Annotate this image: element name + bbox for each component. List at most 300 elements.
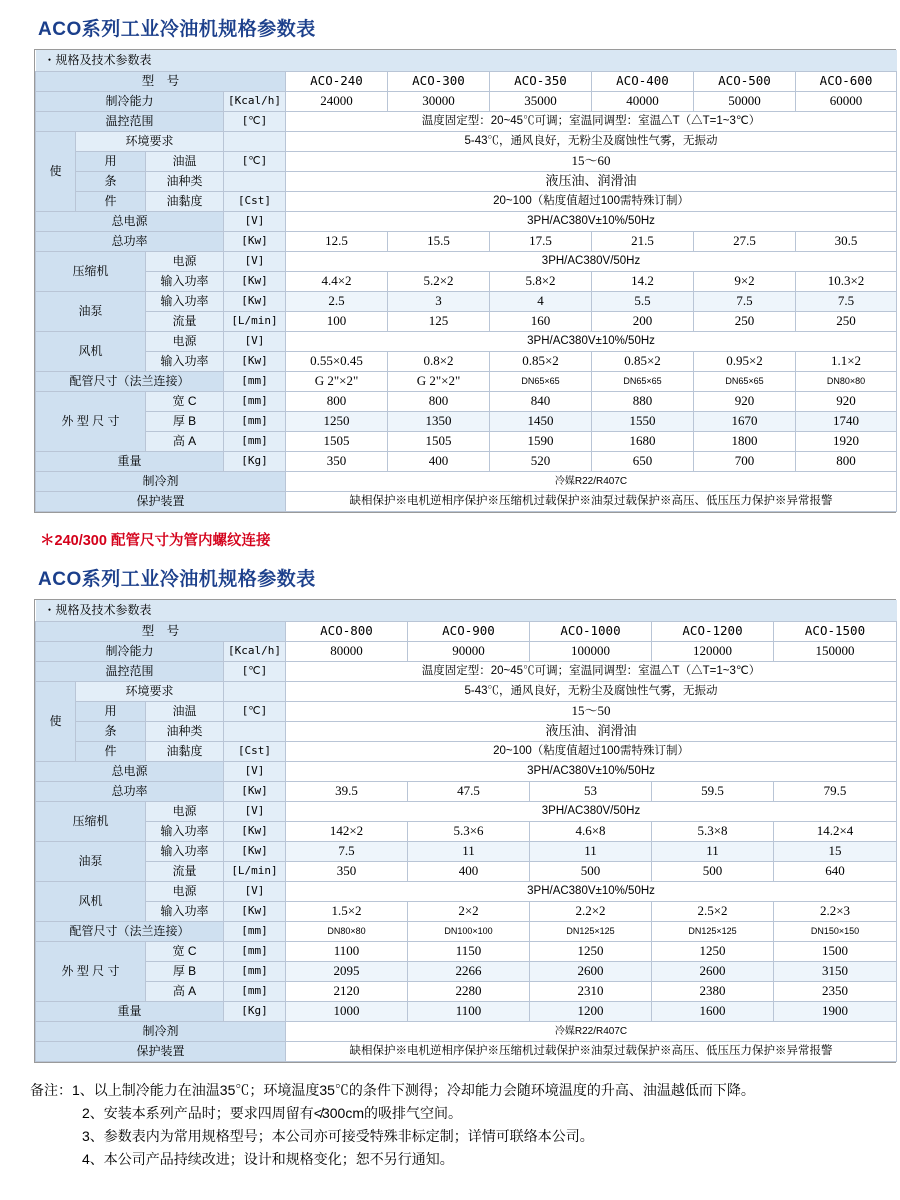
unit-volt-fan-2: [V] bbox=[224, 882, 286, 902]
weight-cell: 800 bbox=[796, 452, 897, 472]
unit-kw-1: [Kw] bbox=[224, 232, 286, 252]
label-capacity-2: 制冷能力 bbox=[36, 642, 224, 662]
oil-type-value-2: 液压油、润滑油 bbox=[286, 722, 897, 742]
label-depth-b-1: 厚 B bbox=[146, 412, 224, 432]
fan-input-cell: 0.85×2 bbox=[490, 352, 592, 372]
pump-input-cell: 11 bbox=[530, 842, 652, 862]
refrigerant-value-2: 冷媒R22/R407C bbox=[286, 1022, 897, 1042]
depth-cell: 3150 bbox=[774, 962, 897, 982]
height-cell: 1680 bbox=[592, 432, 694, 452]
pump-flow-cell: 500 bbox=[652, 862, 774, 882]
unit-lmin-1: [L/min] bbox=[224, 312, 286, 332]
pipe-size-cell: G 2"×2" bbox=[286, 372, 388, 392]
height-cell: 1920 bbox=[796, 432, 897, 452]
table-2-fan-src-row bbox=[36, 882, 897, 902]
comp-input-cell: 14.2×4 bbox=[774, 822, 897, 842]
table-2-depth-row bbox=[36, 962, 897, 982]
pump-input-cell: 11 bbox=[408, 842, 530, 862]
protection-value-1: 缺相保护※电机逆相序保护※压缩机过载保护※油泵过载保护※高压、低压压力保护※异常报警 bbox=[286, 492, 897, 512]
pump-flow-cell: 640 bbox=[774, 862, 897, 882]
label-use-conditions-2 bbox=[36, 682, 76, 762]
table-1-depth-row bbox=[36, 412, 897, 432]
comp-input-cell: 10.3×2 bbox=[796, 272, 897, 292]
total-power-cell: 53 bbox=[530, 782, 652, 802]
label-temp-range-1: 温控范围 bbox=[36, 112, 224, 132]
footnote-line bbox=[30, 1148, 884, 1171]
label-compressor-1: 压缩机 bbox=[36, 252, 146, 292]
weight-cell: 1100 bbox=[408, 1002, 530, 1022]
height-cell: 2120 bbox=[286, 982, 408, 1002]
use-cond-char: 用 bbox=[76, 152, 146, 172]
unit-kw-2: [Kw] bbox=[224, 782, 286, 802]
capacity-cell: 90000 bbox=[408, 642, 530, 662]
table-1-oiltype-row bbox=[36, 172, 897, 192]
pump-flow-cell: 160 bbox=[490, 312, 592, 332]
depth-cell: 1670 bbox=[694, 412, 796, 432]
unit-volt-comp-2: [V] bbox=[224, 802, 286, 822]
label-total-power-2: 总功率 bbox=[36, 782, 224, 802]
table-1-fan-src-row bbox=[36, 332, 897, 352]
model-cell: ACO-1500 bbox=[774, 622, 897, 642]
table-2-width-row bbox=[36, 942, 897, 962]
unit-mm-w-1: [mm] bbox=[224, 392, 286, 412]
footnote-item: 2、安装本系列产品时；要求四周留有≮300cm的吸排气空间。 bbox=[82, 1105, 462, 1122]
label-dimensions-1: 外 型 尺 寸 bbox=[36, 392, 146, 452]
unit-kw-comp-1: [Kw] bbox=[224, 272, 286, 292]
width-cell: 1250 bbox=[530, 942, 652, 962]
width-cell: 880 bbox=[592, 392, 694, 412]
depth-cell: 1450 bbox=[490, 412, 592, 432]
label-oil-temp-1: 油温 bbox=[146, 152, 224, 172]
height-cell: 2380 bbox=[652, 982, 774, 1002]
label-width-c-2: 宽 C bbox=[146, 942, 224, 962]
pump-flow-cell: 400 bbox=[408, 862, 530, 882]
table-2-header-row bbox=[36, 600, 897, 622]
width-cell: 1500 bbox=[774, 942, 897, 962]
table-2-env-row bbox=[36, 682, 897, 702]
comp-power-src-value-2: 3PH/AC380V/50Hz bbox=[286, 802, 897, 822]
table-2-oiltemp-row bbox=[36, 702, 897, 722]
table-1-comp-src-row bbox=[36, 252, 897, 272]
width-cell: 1100 bbox=[286, 942, 408, 962]
spec-table-1 bbox=[35, 50, 897, 512]
table-2-total-power-src-row bbox=[36, 762, 897, 782]
use-cond-char: 条 bbox=[76, 722, 146, 742]
depth-cell: 2095 bbox=[286, 962, 408, 982]
label-input-power-pump-1: 输入功率 bbox=[146, 292, 224, 312]
table-1-oiltemp-row bbox=[36, 152, 897, 172]
comp-input-cell: 5.8×2 bbox=[490, 272, 592, 292]
capacity-cell: 50000 bbox=[694, 92, 796, 112]
table-2-protection-row bbox=[36, 1042, 897, 1062]
label-input-power-fan-1: 输入功率 bbox=[146, 352, 224, 372]
table-1-pump-input-row bbox=[36, 292, 897, 312]
unit-blank-3 bbox=[224, 682, 286, 702]
unit-mm-w-2: [mm] bbox=[224, 942, 286, 962]
model-cell: ACO-800 bbox=[286, 622, 408, 642]
spec-table-2-wrapper bbox=[34, 599, 896, 1063]
pump-input-cell: 4 bbox=[490, 292, 592, 312]
fan-input-cell: 2.5×2 bbox=[652, 902, 774, 922]
env-req-value-1: 5-43℃，通风良好，无粉尘及腐蚀性气雾，无振动 bbox=[286, 132, 897, 152]
footnote-title: 备注： bbox=[30, 1082, 72, 1098]
footnote-line bbox=[30, 1079, 884, 1102]
oil-visc-value-2: 20~100（粘度值超过100需特殊订制） bbox=[286, 742, 897, 762]
table-2-model-row bbox=[36, 622, 897, 642]
comp-input-cell: 142×2 bbox=[286, 822, 408, 842]
footnote-item: 3、参数表内为常用规格型号；本公司亦可接受特殊非标定制；详情可联络本公司。 bbox=[82, 1128, 594, 1145]
section-1-title: ACO系列工业冷油机规格参数表 bbox=[38, 19, 316, 40]
weight-cell: 650 bbox=[592, 452, 694, 472]
unit-lmin-2: [L/min] bbox=[224, 862, 286, 882]
label-flow-pump-1: 流量 bbox=[146, 312, 224, 332]
pump-flow-cell: 100 bbox=[286, 312, 388, 332]
unit-kcal-1: [Kcal/h] bbox=[224, 92, 286, 112]
capacity-cell: 30000 bbox=[388, 92, 490, 112]
height-cell: 2280 bbox=[408, 982, 530, 1002]
fan-input-cell: 1.5×2 bbox=[286, 902, 408, 922]
comp-input-cell: 4.4×2 bbox=[286, 272, 388, 292]
unit-volt-2: [V] bbox=[224, 762, 286, 782]
label-oil-type-2: 油种类 bbox=[146, 722, 224, 742]
pump-flow-cell: 350 bbox=[286, 862, 408, 882]
pipe-size-cell: DN125×125 bbox=[530, 922, 652, 942]
table-1-env-row bbox=[36, 132, 897, 152]
use-cond-char: 条 bbox=[76, 172, 146, 192]
table-1-oilvisc-row bbox=[36, 192, 897, 212]
spec-table-2 bbox=[35, 600, 897, 1062]
fan-input-cell: 2.2×2 bbox=[530, 902, 652, 922]
weight-cell: 400 bbox=[388, 452, 490, 472]
table-2-total-power-row bbox=[36, 782, 897, 802]
table-2-pump-input-row bbox=[36, 842, 897, 862]
height-cell: 2350 bbox=[774, 982, 897, 1002]
total-power-cell: 30.5 bbox=[796, 232, 897, 252]
weight-cell: 1200 bbox=[530, 1002, 652, 1022]
label-total-power-src-2: 总电源 bbox=[36, 762, 224, 782]
depth-cell: 2600 bbox=[530, 962, 652, 982]
width-cell: 920 bbox=[694, 392, 796, 412]
table-1-capacity-row bbox=[36, 92, 897, 112]
fan-input-cell: 2.2×3 bbox=[774, 902, 897, 922]
label-input-power-fan-2: 输入功率 bbox=[146, 902, 224, 922]
table-1-total-power-row bbox=[36, 232, 897, 252]
label-input-power-comp-2: 输入功率 bbox=[146, 822, 224, 842]
total-power-cell: 59.5 bbox=[652, 782, 774, 802]
pump-input-cell: 15 bbox=[774, 842, 897, 862]
footnote-line bbox=[30, 1102, 884, 1125]
table-2-comp-src-row bbox=[36, 802, 897, 822]
label-depth-b-2: 厚 B bbox=[146, 962, 224, 982]
use-cond-char: 件 bbox=[76, 192, 146, 212]
label-input-power-pump-2: 输入功率 bbox=[146, 842, 224, 862]
comp-input-cell: 4.6×8 bbox=[530, 822, 652, 842]
pump-flow-cell: 250 bbox=[694, 312, 796, 332]
weight-cell: 1000 bbox=[286, 1002, 408, 1022]
table-1-fan-input-row bbox=[36, 352, 897, 372]
unit-kg-1: [Kg] bbox=[224, 452, 286, 472]
model-cell: ACO-600 bbox=[796, 72, 897, 92]
label-weight-1: 重量 bbox=[36, 452, 224, 472]
unit-celsius-2: [℃] bbox=[224, 662, 286, 682]
table-2-fan-input-row bbox=[36, 902, 897, 922]
total-power-cell: 21.5 bbox=[592, 232, 694, 252]
width-cell: 1150 bbox=[408, 942, 530, 962]
unit-celsius-1: [℃] bbox=[224, 112, 286, 132]
fan-input-cell: 2×2 bbox=[408, 902, 530, 922]
pipe-size-cell: G 2"×2" bbox=[388, 372, 490, 392]
table-2-oilvisc-row bbox=[36, 742, 897, 762]
footnote-line bbox=[30, 1125, 884, 1148]
table-1-pipe-row bbox=[36, 372, 897, 392]
table-1-height-row bbox=[36, 432, 897, 452]
label-compressor-2: 压缩机 bbox=[36, 802, 146, 842]
model-cell: ACO-350 bbox=[490, 72, 592, 92]
table-2-height-row bbox=[36, 982, 897, 1002]
width-cell: 800 bbox=[286, 392, 388, 412]
red-note: ＊240/300 配管尺寸为管内螺纹连接 bbox=[40, 533, 271, 549]
pump-input-cell: 7.5 bbox=[796, 292, 897, 312]
temp-range-value-1: 温度固定型：20~45℃可调；室温同调型：室温△T（△T=1~3℃） bbox=[286, 112, 897, 132]
protection-value-2: 缺相保护※电机逆相序保护※压缩机过载保护※油泵过载保护※高压、低压压力保护※异常报警 bbox=[286, 1042, 897, 1062]
pipe-size-cell: DN100×100 bbox=[408, 922, 530, 942]
model-cell: ACO-240 bbox=[286, 72, 388, 92]
height-cell: 2310 bbox=[530, 982, 652, 1002]
label-env-req-2: 环境要求 bbox=[76, 682, 224, 702]
pump-input-cell: 7.5 bbox=[286, 842, 408, 862]
table-2-refrigerant-row bbox=[36, 1022, 897, 1042]
height-cell: 1505 bbox=[388, 432, 490, 452]
table-2-pump-flow-row bbox=[36, 862, 897, 882]
pipe-size-cell: DN65×65 bbox=[694, 372, 796, 392]
unit-celsius-oil-2: [℃] bbox=[224, 702, 286, 722]
label-temp-range-2: 温控范围 bbox=[36, 662, 224, 682]
pump-input-cell: 5.5 bbox=[592, 292, 694, 312]
total-power-cell: 39.5 bbox=[286, 782, 408, 802]
label-refrigerant-1: 制冷剂 bbox=[36, 472, 286, 492]
label-dimensions-2: 外 型 尺 寸 bbox=[36, 942, 146, 1002]
width-cell: 800 bbox=[388, 392, 490, 412]
fan-input-cell: 0.8×2 bbox=[388, 352, 490, 372]
total-power-cell: 79.5 bbox=[774, 782, 897, 802]
pump-input-cell: 2.5 bbox=[286, 292, 388, 312]
comp-input-cell: 5.2×2 bbox=[388, 272, 490, 292]
total-power-cell: 47.5 bbox=[408, 782, 530, 802]
table-1-width-row bbox=[36, 392, 897, 412]
total-power-cell: 12.5 bbox=[286, 232, 388, 252]
table-2-temp-range-row bbox=[36, 662, 897, 682]
depth-cell: 1350 bbox=[388, 412, 490, 432]
table-1-total-power-src-row bbox=[36, 212, 897, 232]
label-power-src-fan-1: 电源 bbox=[146, 332, 224, 352]
pump-input-cell: 3 bbox=[388, 292, 490, 312]
height-cell: 1800 bbox=[694, 432, 796, 452]
comp-input-cell: 5.3×6 bbox=[408, 822, 530, 842]
unit-mm-h-1: [mm] bbox=[224, 432, 286, 452]
label-model-1: 型 号 bbox=[36, 72, 286, 92]
table-1-comp-input-row bbox=[36, 272, 897, 292]
capacity-cell: 150000 bbox=[774, 642, 897, 662]
table-2-capacity-row bbox=[36, 642, 897, 662]
fan-input-cell: 1.1×2 bbox=[796, 352, 897, 372]
total-power-cell: 15.5 bbox=[388, 232, 490, 252]
label-oil-pump-1: 油泵 bbox=[36, 292, 146, 332]
label-oil-visc-1: 油黏度 bbox=[146, 192, 224, 212]
table-1-protection-row bbox=[36, 492, 897, 512]
width-cell: 1250 bbox=[652, 942, 774, 962]
label-power-src-fan-2: 电源 bbox=[146, 882, 224, 902]
unit-kw-comp-2: [Kw] bbox=[224, 822, 286, 842]
weight-cell: 700 bbox=[694, 452, 796, 472]
weight-cell: 350 bbox=[286, 452, 388, 472]
unit-volt-fan-1: [V] bbox=[224, 332, 286, 352]
unit-cst-2: [Cst] bbox=[224, 742, 286, 762]
capacity-cell: 80000 bbox=[286, 642, 408, 662]
weight-cell: 1600 bbox=[652, 1002, 774, 1022]
comp-input-cell: 5.3×8 bbox=[652, 822, 774, 842]
model-cell: ACO-1000 bbox=[530, 622, 652, 642]
table-2-oiltype-row bbox=[36, 722, 897, 742]
pipe-size-cell: DN65×65 bbox=[592, 372, 694, 392]
unit-mm-pipe-1: [mm] bbox=[224, 372, 286, 392]
unit-kcal-2: [Kcal/h] bbox=[224, 642, 286, 662]
label-oil-pump-2: 油泵 bbox=[36, 842, 146, 882]
total-power-cell: 27.5 bbox=[694, 232, 796, 252]
label-flow-pump-2: 流量 bbox=[146, 862, 224, 882]
capacity-cell: 120000 bbox=[652, 642, 774, 662]
oil-visc-value-1: 20~100（粘度值超过100需特殊订制） bbox=[286, 192, 897, 212]
label-height-a-2: 高 A bbox=[146, 982, 224, 1002]
section-2-title: ACO系列工业冷油机规格参数表 bbox=[38, 569, 316, 590]
total-power-cell: 17.5 bbox=[490, 232, 592, 252]
pipe-size-cell: DN125×125 bbox=[652, 922, 774, 942]
unit-blank-4 bbox=[224, 722, 286, 742]
pipe-size-cell: DN80×80 bbox=[796, 372, 897, 392]
weight-cell: 520 bbox=[490, 452, 592, 472]
height-cell: 1590 bbox=[490, 432, 592, 452]
label-oil-temp-2: 油温 bbox=[146, 702, 224, 722]
height-cell: 1505 bbox=[286, 432, 388, 452]
footnote-item: 4、本公司产品持续改进；设计和规格变化；恕不另行通知。 bbox=[82, 1151, 454, 1168]
depth-cell: 2600 bbox=[652, 962, 774, 982]
pump-input-cell: 7.5 bbox=[694, 292, 796, 312]
fan-input-cell: 0.95×2 bbox=[694, 352, 796, 372]
use-cond-char: 件 bbox=[76, 742, 146, 762]
label-capacity-1: 制冷能力 bbox=[36, 92, 224, 112]
fan-power-src-value-1: 3PH/AC380V±10%/50Hz bbox=[286, 332, 897, 352]
width-cell: 920 bbox=[796, 392, 897, 412]
unit-kg-2: [Kg] bbox=[224, 1002, 286, 1022]
unit-blank-2 bbox=[224, 172, 286, 192]
unit-volt-comp-1: [V] bbox=[224, 252, 286, 272]
pipe-size-cell: DN80×80 bbox=[286, 922, 408, 942]
unit-kw-fan-2: [Kw] bbox=[224, 902, 286, 922]
unit-mm-d-1: [mm] bbox=[224, 412, 286, 432]
model-cell: ACO-500 bbox=[694, 72, 796, 92]
use-cond-char: 用 bbox=[76, 702, 146, 722]
label-env-req-1: 环境要求 bbox=[76, 132, 224, 152]
total-power-src-value-2: 3PH/AC380V±10%/50Hz bbox=[286, 762, 897, 782]
width-cell: 840 bbox=[490, 392, 592, 412]
label-fan-2: 风机 bbox=[36, 882, 146, 922]
model-cell: ACO-400 bbox=[592, 72, 694, 92]
label-use-conditions-1 bbox=[36, 132, 76, 212]
spec-table-1-wrapper bbox=[34, 49, 896, 513]
label-pipe-size-2: 配管尺寸（法兰连接） bbox=[36, 922, 224, 942]
unit-volt-1: [V] bbox=[224, 212, 286, 232]
label-weight-2: 重量 bbox=[36, 1002, 224, 1022]
depth-cell: 2266 bbox=[408, 962, 530, 982]
table-1-model-row bbox=[36, 72, 897, 92]
label-fan-1: 风机 bbox=[36, 332, 146, 372]
temp-range-value-2: 温度固定型：20~45℃可调；室温同调型：室温△T（△T=1~3℃） bbox=[286, 662, 897, 682]
label-height-a-1: 高 A bbox=[146, 432, 224, 452]
fan-input-cell: 0.55×0.45 bbox=[286, 352, 388, 372]
unit-kw-pump-1: [Kw] bbox=[224, 292, 286, 312]
spec-header-label-1: ・规格及技术参数表 bbox=[36, 50, 897, 72]
comp-input-cell: 9×2 bbox=[694, 272, 796, 292]
unit-mm-pipe-2: [mm] bbox=[224, 922, 286, 942]
capacity-cell: 60000 bbox=[796, 92, 897, 112]
spec-header-label-2: ・规格及技术参数表 bbox=[36, 600, 897, 622]
unit-mm-d-2: [mm] bbox=[224, 962, 286, 982]
comp-input-cell: 14.2 bbox=[592, 272, 694, 292]
table-2-comp-input-row bbox=[36, 822, 897, 842]
table-1-pump-flow-row bbox=[36, 312, 897, 332]
depth-cell: 1550 bbox=[592, 412, 694, 432]
label-model-2: 型 号 bbox=[36, 622, 286, 642]
label-oil-visc-2: 油黏度 bbox=[146, 742, 224, 762]
depth-cell: 1250 bbox=[286, 412, 388, 432]
pump-flow-cell: 500 bbox=[530, 862, 652, 882]
fan-power-src-value-2: 3PH/AC380V±10%/50Hz bbox=[286, 882, 897, 902]
unit-celsius-oil-1: [℃] bbox=[224, 152, 286, 172]
capacity-cell: 100000 bbox=[530, 642, 652, 662]
label-power-src-comp-1: 电源 bbox=[146, 252, 224, 272]
unit-kw-pump-2: [Kw] bbox=[224, 842, 286, 862]
pump-flow-cell: 250 bbox=[796, 312, 897, 332]
unit-kw-fan-1: [Kw] bbox=[224, 352, 286, 372]
label-input-power-comp-1: 输入功率 bbox=[146, 272, 224, 292]
pipe-size-cell: DN150×150 bbox=[774, 922, 897, 942]
footnote-item: 1、以上制冷能力在油温35℃；环境温度35℃的条件下测得；冷却能力会随环境温度的升高、油温越低而下降。 bbox=[72, 1082, 755, 1098]
label-width-c-1: 宽 C bbox=[146, 392, 224, 412]
env-req-value-2: 5-43℃，通风良好，无粉尘及腐蚀性气雾，无振动 bbox=[286, 682, 897, 702]
table-1-temp-range-row bbox=[36, 112, 897, 132]
label-pipe-size-1: 配管尺寸（法兰连接） bbox=[36, 372, 224, 392]
label-total-power-1: 总功率 bbox=[36, 232, 224, 252]
oil-temp-value-2: 15～50 bbox=[286, 702, 897, 722]
model-cell: ACO-1200 bbox=[652, 622, 774, 642]
label-total-power-src-1: 总电源 bbox=[36, 212, 224, 232]
oil-type-value-1: 液压油、润滑油 bbox=[286, 172, 897, 192]
refrigerant-value-1: 冷媒R22/R407C bbox=[286, 472, 897, 492]
total-power-src-value-1: 3PH/AC380V±10%/50Hz bbox=[286, 212, 897, 232]
weight-cell: 1900 bbox=[774, 1002, 897, 1022]
pipe-size-cell: DN65×65 bbox=[490, 372, 592, 392]
label-refrigerant-2: 制冷剂 bbox=[36, 1022, 286, 1042]
comp-power-src-value-1: 3PH/AC380V/50Hz bbox=[286, 252, 897, 272]
table-1-refrigerant-row bbox=[36, 472, 897, 492]
capacity-cell: 24000 bbox=[286, 92, 388, 112]
label-protection-1: 保护装置 bbox=[36, 492, 286, 512]
fan-input-cell: 0.85×2 bbox=[592, 352, 694, 372]
table-1-weight-row bbox=[36, 452, 897, 472]
unit-blank-1 bbox=[224, 132, 286, 152]
label-oil-type-1: 油种类 bbox=[146, 172, 224, 192]
capacity-cell: 40000 bbox=[592, 92, 694, 112]
model-cell: ACO-300 bbox=[388, 72, 490, 92]
